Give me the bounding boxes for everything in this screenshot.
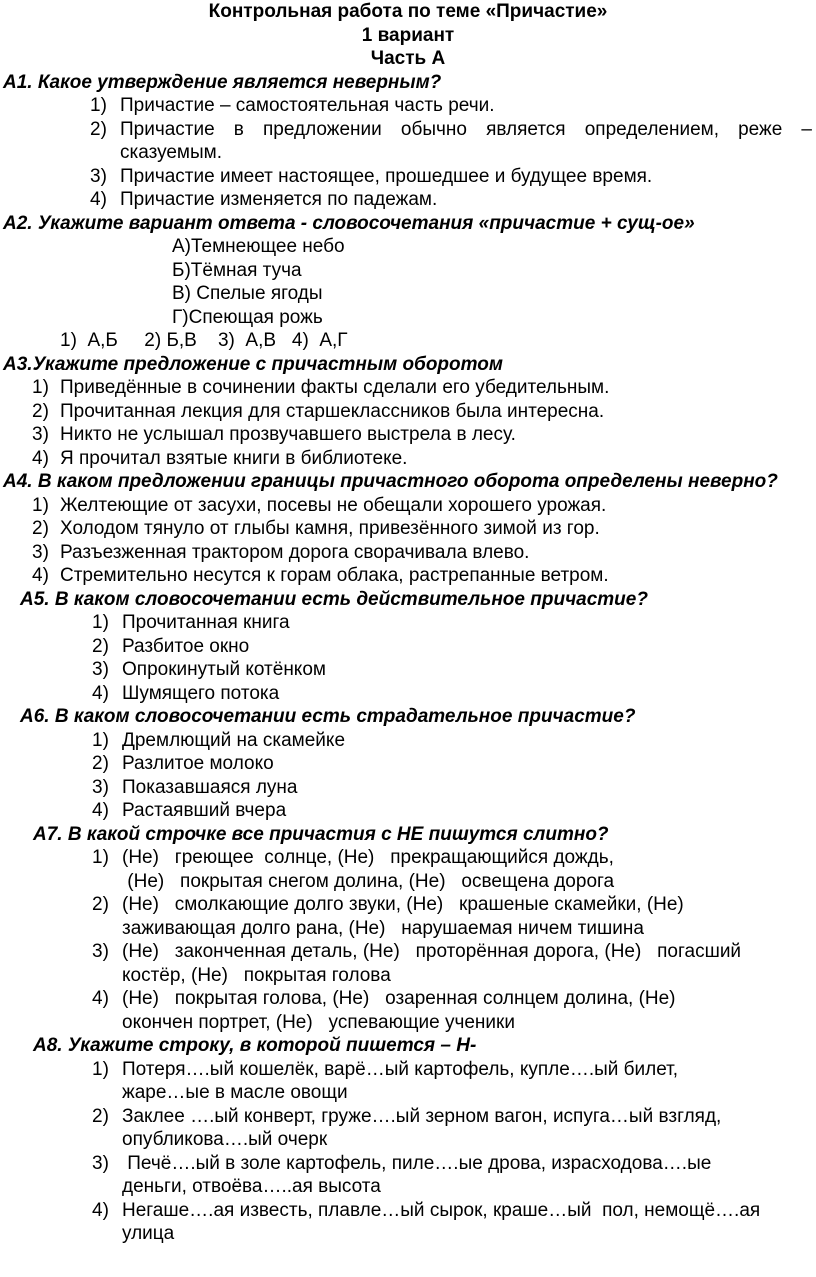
list-item xyxy=(0,188,816,212)
list-item xyxy=(0,940,816,987)
option-line: костёр, (Не) покрытая голова xyxy=(122,964,391,986)
part-label: Часть А xyxy=(370,48,446,69)
option-line: (Не) покрытая голова, (Не) озаренная солнцем долина, (Не) xyxy=(122,988,676,1009)
list-item xyxy=(0,1058,816,1105)
option-line: (Не) греющее солнце, (Не) прекращающийся дождь, xyxy=(122,847,614,868)
option-text: Прочитанная лекция для старшеклассников была интересна. xyxy=(60,400,605,422)
list-item xyxy=(0,400,816,424)
question-a3-options xyxy=(0,376,816,470)
option-text: Холодом тянуло от глыбы камня, привезённого зимой из гор. xyxy=(60,518,600,539)
option-text: Стремительно несутся к горам облака, растрепанные ветром. xyxy=(60,565,609,586)
option-text xyxy=(122,846,816,893)
option-number: 2) xyxy=(92,1105,109,1127)
question-a2: А2. Укажите вариант ответа - словосочетания «причастие + сущ-ое» xyxy=(3,212,695,234)
list-item xyxy=(0,494,816,518)
option-line: (Не) законченная деталь, (Не) проторённая дорога, (Не) погасший xyxy=(122,941,742,962)
question-a7-options xyxy=(0,846,816,1034)
option-line: деньги, отвоёва…..ая высота xyxy=(122,1176,381,1197)
question-a4-options xyxy=(0,494,816,588)
option-number: 1) xyxy=(32,494,49,516)
option-number: 2) xyxy=(92,635,109,657)
list-item xyxy=(0,423,816,447)
option-number: 1) xyxy=(92,1058,109,1080)
list-item xyxy=(0,1105,816,1152)
option-number: 3) xyxy=(92,1152,109,1174)
option-text: Дремлющий на скамейке xyxy=(122,729,346,751)
list-item xyxy=(0,376,816,400)
choice-a: А)Темнеющее небо xyxy=(172,236,345,257)
option-line: (Не) покрытая снегом долина, (Не) освещена дорога xyxy=(122,870,615,892)
list-item xyxy=(0,893,816,940)
list-item xyxy=(0,987,816,1034)
option-number: 2) xyxy=(92,894,109,915)
option-text: Приведённые в сочинении факты сделали его убедительным. xyxy=(60,377,610,398)
option-text: Причастие изменяется по падежам. xyxy=(120,189,438,210)
option-line: (Не) смолкающие долго звуки, (Не) крашеные скамейки, (Не) xyxy=(122,894,684,915)
list-item xyxy=(0,635,816,659)
option-number: 2) xyxy=(32,400,49,422)
option-number: 4) xyxy=(92,682,109,704)
question-a5: А5. В каком словосочетании есть действительное причастие? xyxy=(20,588,648,610)
list-item xyxy=(0,447,816,471)
option-text xyxy=(122,1199,816,1246)
option-number: 1) xyxy=(92,612,109,633)
question-a4: А4. В каком предложении границы причастного оборота определены неверно? xyxy=(3,471,778,492)
list-item xyxy=(0,517,816,541)
option-line: окончен портрет, (Не) успевающие ученики xyxy=(122,1011,515,1033)
question-a7: А7. В какой строчке все причастия с НЕ пишутся слитно? xyxy=(33,823,609,845)
list-item xyxy=(0,682,816,706)
option-text xyxy=(122,893,816,940)
option-number: 4) xyxy=(90,189,107,210)
variant-label: 1 вариант xyxy=(361,24,455,46)
option-text xyxy=(122,940,816,987)
question-a2-choices xyxy=(0,235,816,329)
list-item xyxy=(0,118,816,165)
list-item xyxy=(0,94,816,118)
list-item xyxy=(0,165,816,189)
option-text: Прочитанная книга xyxy=(122,612,290,633)
option-text: Причастие – самостоятельная часть речи. xyxy=(120,95,495,116)
option-number: 1) xyxy=(32,377,49,398)
option-text: Причастие в предложении обычно является определением, реже – сказуемым. xyxy=(120,118,812,163)
option-number: 4) xyxy=(92,1199,109,1221)
option-number: 1) xyxy=(92,847,109,868)
question-a6: А6. В каком словосочетании есть страдательное причастие? xyxy=(20,706,636,727)
option-number: 4) xyxy=(32,565,49,586)
option-number: 4) xyxy=(92,800,109,821)
option-number: 1) xyxy=(92,729,109,751)
option-number: 4) xyxy=(92,988,109,1009)
option-text: Желтеющие от засухи, посевы не обещали хорошего урожая. xyxy=(60,494,607,516)
option-text: Опрокинутый котёнком xyxy=(122,659,326,680)
option-text: Разлитое молоко xyxy=(122,753,274,774)
option-line: опубликова….ый очерк xyxy=(122,1129,328,1150)
list-item xyxy=(0,658,816,682)
option-text: Шумящего потока xyxy=(122,682,280,704)
option-number: 3) xyxy=(32,541,49,563)
list-item xyxy=(0,776,816,800)
option-number: 2) xyxy=(92,753,109,774)
list-item xyxy=(0,541,816,565)
option-text: Я прочитал взятые книги в библиотеке. xyxy=(60,447,408,469)
question-a1: А1. Какое утверждение является неверным? xyxy=(3,71,442,93)
option-number: 2) xyxy=(32,518,49,539)
option-text xyxy=(122,1152,816,1199)
option-number: 3) xyxy=(92,776,109,798)
option-line: Печё….ый в золе картофель, пиле….ые дрова, израсходова….ые xyxy=(122,1152,712,1174)
option-line: Негаше….ая известь, плавле…ый сырок, краше…ый пол, немощё….ая xyxy=(122,1199,761,1221)
list-item xyxy=(0,564,816,588)
option-number: 3) xyxy=(90,165,107,187)
question-a3: А3.Укажите предложение с причастным оборотом xyxy=(3,353,503,375)
option-text: Разъезженная трактором дорога сворачивала влево. xyxy=(60,541,530,563)
option-text xyxy=(122,1105,816,1152)
option-line: улица xyxy=(122,1223,175,1244)
document-title: Контрольная работа по теме «Причастие» xyxy=(208,1,608,22)
list-item xyxy=(0,752,816,776)
option-text: Показавшаяся луна xyxy=(122,776,298,798)
question-a6-options xyxy=(0,729,816,823)
list-item xyxy=(0,846,816,893)
option-number: 1) xyxy=(90,95,107,116)
choice-v: В) Спелые ягоды xyxy=(172,283,323,304)
question-a1-options xyxy=(0,94,816,212)
option-number: 2) xyxy=(90,118,107,140)
option-number: 3) xyxy=(32,424,49,445)
list-item xyxy=(0,1152,816,1199)
question-a8: А8. Укажите строку, в которой пишется – Н- xyxy=(33,1035,477,1056)
option-number: 3) xyxy=(92,941,109,962)
question-a5-options xyxy=(0,611,816,705)
list-item xyxy=(0,729,816,753)
list-item xyxy=(0,1199,816,1246)
option-text xyxy=(122,1058,816,1105)
option-text: Причастие имеет настоящее, прошедшее и будущее время. xyxy=(120,165,653,187)
option-line: Потеря….ый кошелёк, варё…ый картофель, купле….ый билет, xyxy=(122,1058,679,1080)
list-item xyxy=(0,799,816,823)
option-number: 3) xyxy=(92,659,109,680)
option-text xyxy=(122,987,816,1034)
list-item xyxy=(0,611,816,635)
option-line: заживающая долго рана, (Не) нарушаемая ничем тишина xyxy=(122,917,644,939)
choice-b: Б)Тёмная туча xyxy=(172,259,302,281)
choice-g: Г)Спеющая рожь xyxy=(172,306,323,328)
question-a2-answers: 1) А,Б 2) Б,В 3) А,В 4) А,Г xyxy=(60,330,348,351)
option-number: 4) xyxy=(32,447,49,469)
option-line: жаре…ые в масле овощи xyxy=(122,1082,348,1103)
option-text: Растаявший вчера xyxy=(122,800,287,821)
option-line: Заклее ….ый конверт, груже….ый зерном вагон, испуга…ый взгляд, xyxy=(122,1105,722,1127)
question-a8-options xyxy=(0,1058,816,1246)
option-text: Никто не услышал прозвучавшего выстрела в лесу. xyxy=(60,424,516,445)
option-text: Разбитое окно xyxy=(122,635,250,657)
